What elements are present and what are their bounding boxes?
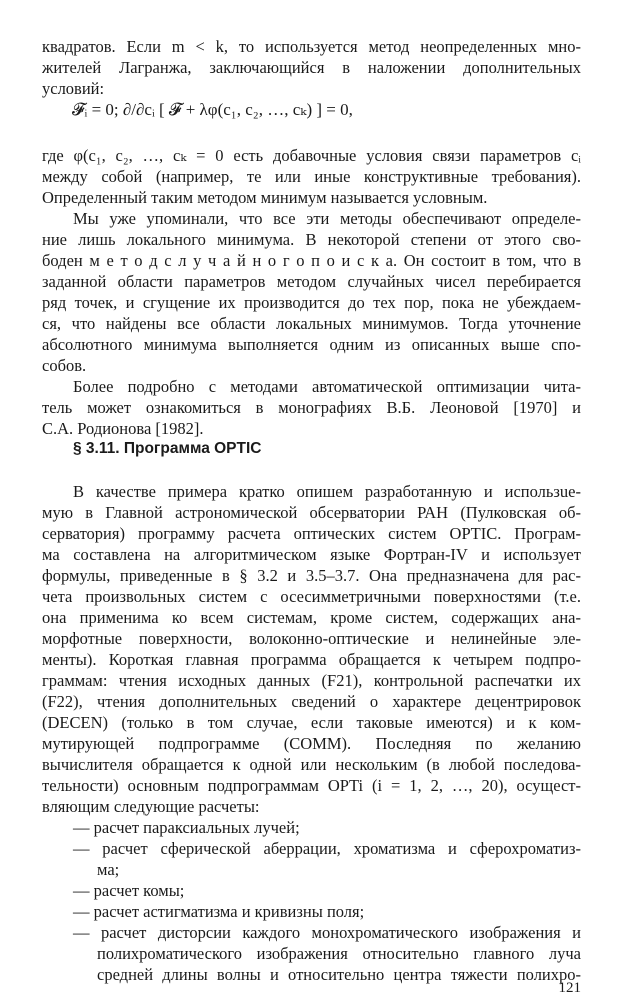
text-line: между собой (например, те или иные конструктивные требования). — [42, 167, 581, 186]
text-line: граммам: чтения исходных данных (F21), контрольной распечатки их — [42, 671, 581, 690]
text-line: менты). Короткая главная программа обращается к четырем подпро- — [42, 650, 581, 669]
text-line: она применима ко всем системам, кроме систем, содержащих ана- — [42, 608, 581, 627]
text-line: квадратов. Если m < k, то используется метод неопределенных мно- — [42, 37, 581, 56]
list-item: — расчет сферической аберрации, хроматизма и сферохроматиз- — [73, 839, 581, 858]
list-item-continuation: средней длины волны и относительно центра тяжести полихро- — [97, 965, 581, 984]
text-line: абсолютного минимума выполняется одним из описанных выше спо- — [42, 335, 581, 354]
text-line: заданной области параметров методом случайных чисел перебирается — [42, 272, 581, 291]
text-line: вычислителя обращается к одной или нескольким (в любой последова- — [42, 755, 581, 774]
text-line: тель может ознакомиться в монографиях В.Б. Леоновой [1970] и — [42, 398, 581, 417]
list-item-continuation: полихроматического изображения относительно главного луча — [97, 944, 581, 963]
list-item: — расчет комы; — [73, 881, 185, 900]
text-line: условий: — [42, 79, 105, 98]
text-line: вляющим следующие расчеты: — [42, 797, 260, 816]
text-line: чета произвольных систем с осесимметричными поверхностями (т.е. — [42, 587, 581, 606]
text-line: ние лишь локального минимума. В некоторой степени от этого сво- — [42, 230, 581, 249]
text-line: Определенный таким методом минимум называется условным. — [42, 188, 488, 207]
section-heading: § 3.11. Программа OPTIC — [73, 440, 262, 457]
text-line: где φ(c₁, c₂, …, cₖ = 0 есть добавочные условия связи параметров cᵢ — [42, 146, 581, 165]
text-line: Более подробно с методами автоматической оптимизации чита- — [73, 377, 581, 396]
text-line: (F22), чтения дополнительных сведений о характере децентрировок — [42, 692, 581, 711]
list-item-continuation: ма; — [97, 860, 120, 879]
text-line: ся, что найдены все области локальных минимумов. Тогда уточнение — [42, 314, 581, 333]
text-line: В качестве примера кратко опишем разработанную и использue- — [73, 482, 581, 501]
list-item: — расчет параксиальных лучей; — [73, 818, 300, 837]
text-line: (DECEN) (только в том случае, если таковые имеются) и к ком- — [42, 713, 581, 732]
page-number: 121 — [558, 980, 581, 996]
text-line: жителей Лагранжа, заключающийся в наложении дополнительных — [42, 58, 581, 77]
text-line: С.А. Родионова [1982]. — [42, 419, 204, 438]
text-line: мую в Главной астрономической обсерватории РАН (Пулковская об- — [42, 503, 581, 522]
text-line: ма составлена на алгоритмическом языке Фортран-IV и использует — [42, 545, 581, 564]
text-line: ряд точек, и сгущение их производится до тех пор, пока не убеждаем- — [42, 293, 581, 312]
list-item: — расчет дисторсии каждого монохроматического изображения и — [73, 923, 581, 942]
list-item: — расчет астигматизма и кривизны поля; — [73, 902, 365, 921]
text-line: формулы, приведенные в § 3.2 и 3.5–3.7. Она предназначена для рас- — [42, 566, 581, 585]
text-line: тельности) основным подпрограммам OPTi (i = 1, 2, …, 20), осущест- — [42, 776, 581, 795]
text-line: серватория) программу расчета оптических систем OPTIC. Програм- — [42, 524, 581, 543]
text-line: мутирующей подпрограмме (COMM). Последняя по желанию — [42, 734, 581, 753]
text-line: Мы уже упоминали, что все эти методы обеспечивают определе- — [73, 209, 581, 228]
text-line: морфотные поверхности, волоконно-оптические и нелинейные эле- — [42, 629, 581, 648]
text-line: собов. — [42, 356, 87, 375]
text-line: боден м е т о д с л у ч а й н о г о п о и с к а. Он состоит в том, что в — [42, 251, 581, 270]
lagrange-formula: 𝓕ᵢ = 0; ∂/∂cᵢ [ 𝓕 + λφ(c₁, c₂, …, cₖ) ] = 0, — [72, 100, 353, 119]
